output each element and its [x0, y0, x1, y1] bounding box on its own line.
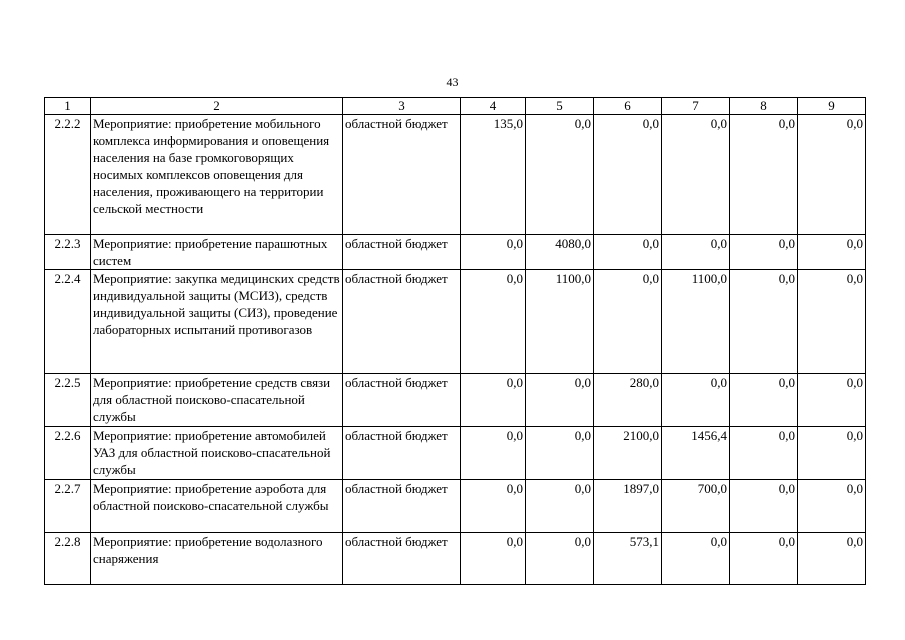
column-header: 1: [45, 98, 91, 115]
row-value: 0,0: [798, 374, 866, 427]
row-value: 0,0: [730, 235, 798, 270]
row-source: областной бюджет: [343, 427, 461, 480]
row-value: 0,0: [526, 427, 594, 480]
page-number: 43: [446, 75, 459, 89]
row-value: 1100,0: [526, 270, 594, 374]
header-row: [45, 98, 866, 115]
column-header: 7: [662, 98, 730, 115]
row-value: 0,0: [461, 235, 526, 270]
row-source: областной бюджет: [343, 480, 461, 533]
row-name: Мероприятие: приобретение средств связи для областной поисково-спасательной службы: [91, 374, 343, 427]
row-value: 0,0: [798, 533, 866, 585]
row-source: областной бюджет: [343, 115, 461, 235]
row-value: 0,0: [461, 480, 526, 533]
row-value: 0,0: [730, 374, 798, 427]
table-row: [45, 115, 866, 235]
row-source: областной бюджет: [343, 235, 461, 270]
row-value: 700,0: [662, 480, 730, 533]
row-name: Мероприятие: приобретение парашютных систем: [91, 235, 343, 270]
row-value: 0,0: [662, 374, 730, 427]
table-row: [45, 533, 866, 585]
row-value: 0,0: [594, 270, 662, 374]
row-value: 0,0: [730, 480, 798, 533]
row-value: 0,0: [730, 427, 798, 480]
column-header: 3: [343, 98, 461, 115]
row-source: областной бюджет: [343, 374, 461, 427]
column-header: 2: [91, 98, 343, 115]
row-name: Мероприятие: приобретение аэробота для областной поисково-спасательной службы: [91, 480, 343, 533]
row-value: 1100,0: [662, 270, 730, 374]
table-row: [45, 374, 866, 427]
row-value: 2100,0: [594, 427, 662, 480]
row-code: 2.2.4: [45, 270, 91, 374]
row-code: 2.2.8: [45, 533, 91, 585]
row-code: 2.2.2: [45, 115, 91, 235]
table-row: [45, 427, 866, 480]
row-value: 1897,0: [594, 480, 662, 533]
row-code: 2.2.6: [45, 427, 91, 480]
row-value: 280,0: [594, 374, 662, 427]
row-value: 0,0: [662, 235, 730, 270]
row-value: 0,0: [594, 235, 662, 270]
row-value: 0,0: [798, 427, 866, 480]
row-value: 0,0: [526, 374, 594, 427]
row-value: 0,0: [594, 115, 662, 235]
table-row: [45, 480, 866, 533]
row-name: Мероприятие: закупка медицинских средств индивидуальной защиты (МСИЗ), средств индивидуальной защиты (СИЗ), проведение лабораторных испытаний противогазов: [91, 270, 343, 374]
row-value: 135,0: [461, 115, 526, 235]
table-row: [45, 270, 866, 374]
column-header: 5: [526, 98, 594, 115]
row-value: 0,0: [730, 115, 798, 235]
row-value: 1456,4: [662, 427, 730, 480]
row-value: 0,0: [730, 270, 798, 374]
row-name: Мероприятие: приобретение водолазного снаряжения: [91, 533, 343, 585]
row-value: 0,0: [730, 533, 798, 585]
row-code: 2.2.7: [45, 480, 91, 533]
row-value: 0,0: [526, 533, 594, 585]
row-name: Мероприятие: приобретение автомобилей УАЗ для областной поисково-спасательной службы: [91, 427, 343, 480]
budget-table: [44, 97, 866, 585]
row-value: 0,0: [798, 115, 866, 235]
row-value: 0,0: [662, 115, 730, 235]
row-value: 4080,0: [526, 235, 594, 270]
column-header: 9: [798, 98, 866, 115]
row-value: 0,0: [526, 115, 594, 235]
table-row: [45, 235, 866, 270]
row-value: 573,1: [594, 533, 662, 585]
row-value: 0,0: [526, 480, 594, 533]
column-header: 8: [730, 98, 798, 115]
row-value: 0,0: [798, 480, 866, 533]
row-value: 0,0: [461, 427, 526, 480]
column-header: 4: [461, 98, 526, 115]
row-value: 0,0: [798, 270, 866, 374]
column-header: 6: [594, 98, 662, 115]
row-value: 0,0: [461, 270, 526, 374]
row-source: областной бюджет: [343, 270, 461, 374]
row-source: областной бюджет: [343, 533, 461, 585]
row-code: 2.2.5: [45, 374, 91, 427]
row-value: 0,0: [798, 235, 866, 270]
row-value: 0,0: [461, 533, 526, 585]
row-code: 2.2.3: [45, 235, 91, 270]
row-value: 0,0: [662, 533, 730, 585]
row-name: Мероприятие: приобретение мобильного комплекса информирования и оповещения населения на базе громкоговорящих носимых комплексов оповещения для населения, проживающего на территории сельской местности: [91, 115, 343, 235]
row-value: 0,0: [461, 374, 526, 427]
